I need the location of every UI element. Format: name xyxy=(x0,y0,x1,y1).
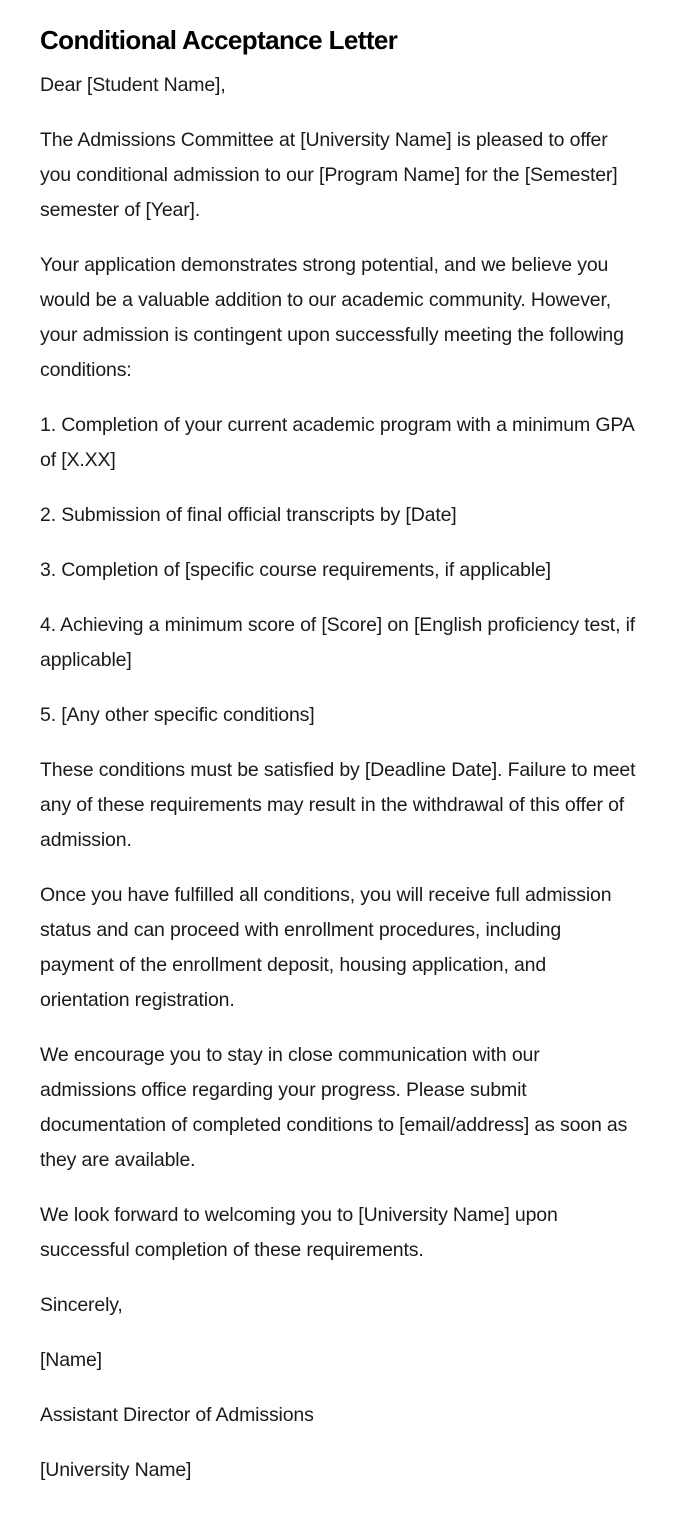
closing-remark-paragraph: We look forward to welcoming you to [University Name] upon successful completion of these requirements. xyxy=(40,1204,558,1261)
salutation: Dear [Student Name], xyxy=(40,74,226,96)
condition-item: 4. Achieving a minimum score of [Score] on [English proficiency test, if applicable] xyxy=(40,614,636,671)
signature-position: Assistant Director of Admissions xyxy=(40,1404,314,1426)
signature-institution: [University Name] xyxy=(40,1459,192,1481)
condition-item: 1. Completion of your current academic program with a minimum GPA of [X.XX] xyxy=(40,414,634,471)
condition-item: 3. Completion of [specific course requirements, if applicable] xyxy=(40,559,551,581)
next-steps-paragraph: Once you have fulfilled all conditions, you will receive full admission status and can proceed with enrollment procedures, including payment of the enrollment deposit, housing application, and orientation registration. xyxy=(40,884,612,1011)
letter-document xyxy=(40,22,640,1508)
condition-item: 2. Submission of final official transcripts by [Date] xyxy=(40,504,457,526)
condition-item: 5. [Any other specific conditions] xyxy=(40,704,315,726)
intro-paragraph: The Admissions Committee at [University Name] is pleased to offer you conditional admission to our [Program Name] for the [Semester] semester of [Year]. xyxy=(40,129,618,221)
conditions-list xyxy=(40,408,640,733)
letter-title: Conditional Acceptance Letter xyxy=(40,25,398,55)
deadline-paragraph: These conditions must be satisfied by [Deadline Date]. Failure to meet any of these requirements may result in the withdrawal of this offer of admission. xyxy=(40,759,636,851)
signature-closing: Sincerely, xyxy=(40,1294,123,1316)
signature-name: [Name] xyxy=(40,1349,102,1371)
signature-block xyxy=(40,1288,640,1488)
communication-paragraph: We encourage you to stay in close communication with our admissions office regarding your progress. Please submit documentation of completed conditions to [email/address] as soon as they are available. xyxy=(40,1044,628,1171)
potential-paragraph: Your application demonstrates strong potential, and we believe you would be a valuable addition to our academic community. However, your admission is contingent upon successfully meeting the following conditions: xyxy=(40,254,624,381)
